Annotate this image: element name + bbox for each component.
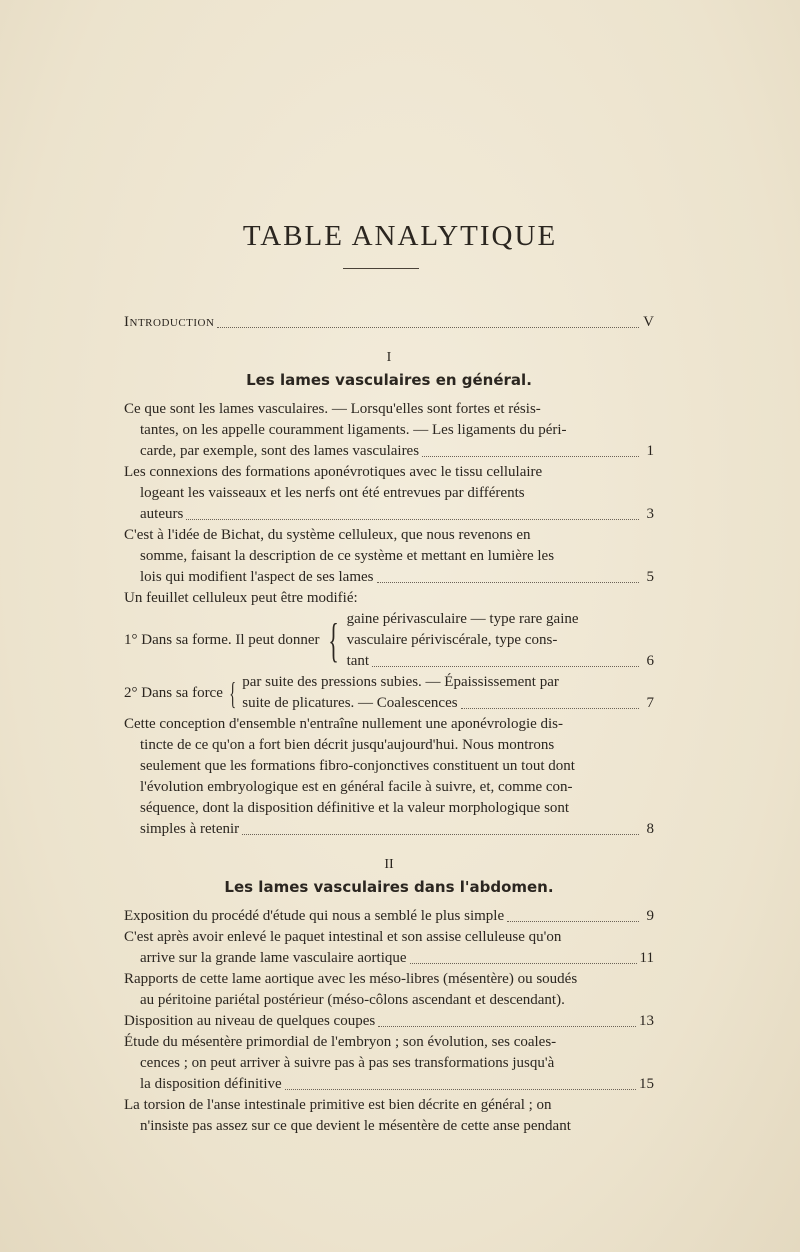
- toc-entry: [124, 969, 654, 1032]
- force-last-text: suite de plicatures. — Coalescences: [242, 695, 458, 711]
- feuillet-line: Un feuillet celluleux peut être modifié:: [124, 590, 358, 606]
- section-2-entries: [124, 906, 654, 1095]
- toc-content: [124, 312, 654, 1137]
- brace-icon: {: [229, 675, 237, 711]
- section-2-title: Les lames vasculaires dans l'abdomen.: [224, 878, 554, 896]
- entry-last-line: [124, 906, 654, 927]
- entry-last-line: [124, 567, 654, 588]
- entry-page: 15: [639, 1076, 654, 1092]
- entry-text: Exposition du procédé d'étude qui nous a semblé le plus simple: [124, 908, 505, 924]
- leader-dots: [372, 666, 639, 667]
- intro-page: V: [643, 314, 654, 330]
- entry-page: 8: [646, 821, 654, 837]
- title-rule: [343, 268, 419, 269]
- entry-last-line: [124, 948, 654, 969]
- toc-entry: [124, 927, 654, 969]
- entry-page: 3: [646, 506, 654, 522]
- forme-line-2: vasculaire périviscérale, type cons-: [346, 632, 558, 648]
- entry-page: 5: [646, 569, 654, 585]
- section-1-number: I: [386, 350, 392, 365]
- leader-dots: [242, 834, 639, 835]
- entry-line: séquence, dont la disposition définitive et la valeur morphologique sont: [140, 800, 570, 816]
- entry-text: auteurs: [140, 506, 184, 522]
- leader-dots: [507, 921, 639, 922]
- leader-dots: [217, 327, 639, 328]
- entry-line: C'est après avoir enlevé le paquet intestinal et son assise celluleuse qu'on: [124, 929, 562, 945]
- entry-line: seulement que les formations fibro-conjonctives constituent un tout dont: [140, 758, 575, 774]
- entry-page: 9: [646, 908, 654, 924]
- entry-text: arrive sur la grande lame vasculaire aortique: [140, 950, 407, 966]
- toc-entry: [124, 462, 654, 525]
- entry-line: Les connexions des formations aponévrotiques avec le tissu cellulaire: [124, 464, 543, 480]
- entry-line: Étude du mésentère primordial de l'embryon ; son évolution, ses coales-: [124, 1034, 557, 1050]
- force-last: [242, 693, 654, 714]
- entry-text: lois qui modifient l'aspect de ses lames: [140, 569, 374, 585]
- force-block: [124, 672, 654, 714]
- leader-dots: [378, 1026, 636, 1027]
- entry-line: logeant les vaisseaux et les nerfs ont été entrevues par différents: [140, 485, 525, 501]
- entry-text: la disposition définitive: [140, 1076, 282, 1092]
- forme-block: [124, 609, 654, 672]
- leader-dots: [186, 519, 639, 520]
- toc-intro: [124, 312, 654, 333]
- entry-page: 13: [639, 1013, 654, 1029]
- leader-dots: [461, 708, 639, 709]
- toc-entry: [124, 714, 654, 840]
- entry-line: somme, faisant la description de ce système et mettant en lumière les: [140, 548, 555, 564]
- force-lead: 2° Dans sa force: [124, 684, 223, 701]
- entry-line: au péritoine pariétal postérieur (méso-côlons ascendant et descendant).: [140, 992, 565, 1008]
- entry-last-line: [124, 1074, 654, 1095]
- entry-line: cences ; on peut arriver à suivre pas à pas ses transformations jusqu'à: [140, 1055, 555, 1071]
- toc-entry: [124, 1032, 654, 1095]
- entry-line: n'insiste pas assez sur ce que devient le mésentère de cette anse pendant: [140, 1118, 571, 1134]
- conception-entry: [124, 714, 654, 840]
- entry-line: l'évolution embryologique est en général facile à suivre, et, comme con-: [140, 779, 573, 795]
- entry-line: tantes, on les appelle couramment ligaments. — Les ligaments du péri-: [140, 422, 567, 438]
- entry-line: Ce que sont les lames vasculaires. — Lorsqu'elles sont fortes et résis-: [124, 401, 541, 417]
- leader-dots: [422, 456, 639, 457]
- forme-lead: 1° Dans sa forme. Il peut donner: [124, 632, 320, 648]
- entry-text: Disposition au niveau de quelques coupes: [124, 1013, 376, 1029]
- forme-last: [347, 651, 654, 672]
- entry-last-line: [124, 504, 654, 525]
- toc-entry: [124, 399, 654, 462]
- entry-text: carde, par exemple, sont des lames vasculaires: [140, 443, 420, 459]
- entry-line: Cette conception d'ensemble n'entraîne nullement une aponévrologie dis-: [124, 716, 564, 732]
- leader-dots: [410, 963, 637, 964]
- leader-dots: [285, 1089, 636, 1090]
- force-page: 7: [646, 695, 654, 711]
- page-title: TABLE ANALYTIQUE: [242, 220, 558, 252]
- entry-line: tincte de ce qu'on a fort bien décrit jusqu'aujourd'hui. Nous montrons: [140, 737, 555, 753]
- toc-entry: [124, 906, 654, 927]
- entry-text: simples à retenir: [140, 821, 240, 837]
- section-1-title: Les lames vasculaires en général.: [246, 371, 532, 389]
- forme-last-text: tant: [346, 653, 370, 669]
- entry-line: La torsion de l'anse intestinale primitive est bien décrite en général ; on: [124, 1097, 552, 1113]
- section-2-tail: [124, 1095, 654, 1137]
- entry-page: 11: [639, 950, 654, 966]
- toc-entry: [124, 525, 654, 588]
- entry-last-line: [124, 441, 654, 462]
- forme-line-1: gaine périvasculaire — type rare gaine: [346, 611, 579, 627]
- entry-line: Rapports de cette lame aortique avec les méso-libres (mésentère) ou soudés: [124, 971, 578, 987]
- forme-page: 6: [646, 653, 654, 669]
- entry-line: C'est à l'idée de Bichat, du système celluleux, que nous revenons en: [124, 527, 531, 543]
- intro-label: Introduction: [124, 314, 215, 330]
- entry-last-line: [124, 819, 654, 840]
- leader-dots: [377, 582, 640, 583]
- force-line-1: par suite des pressions subies. — Épaississement par: [242, 674, 559, 690]
- section-2-number: II: [384, 857, 394, 872]
- entry-last-line: [124, 1011, 654, 1032]
- entry-page: 1: [646, 443, 654, 459]
- brace-icon: {: [327, 613, 339, 667]
- section-1-entries: [124, 399, 654, 588]
